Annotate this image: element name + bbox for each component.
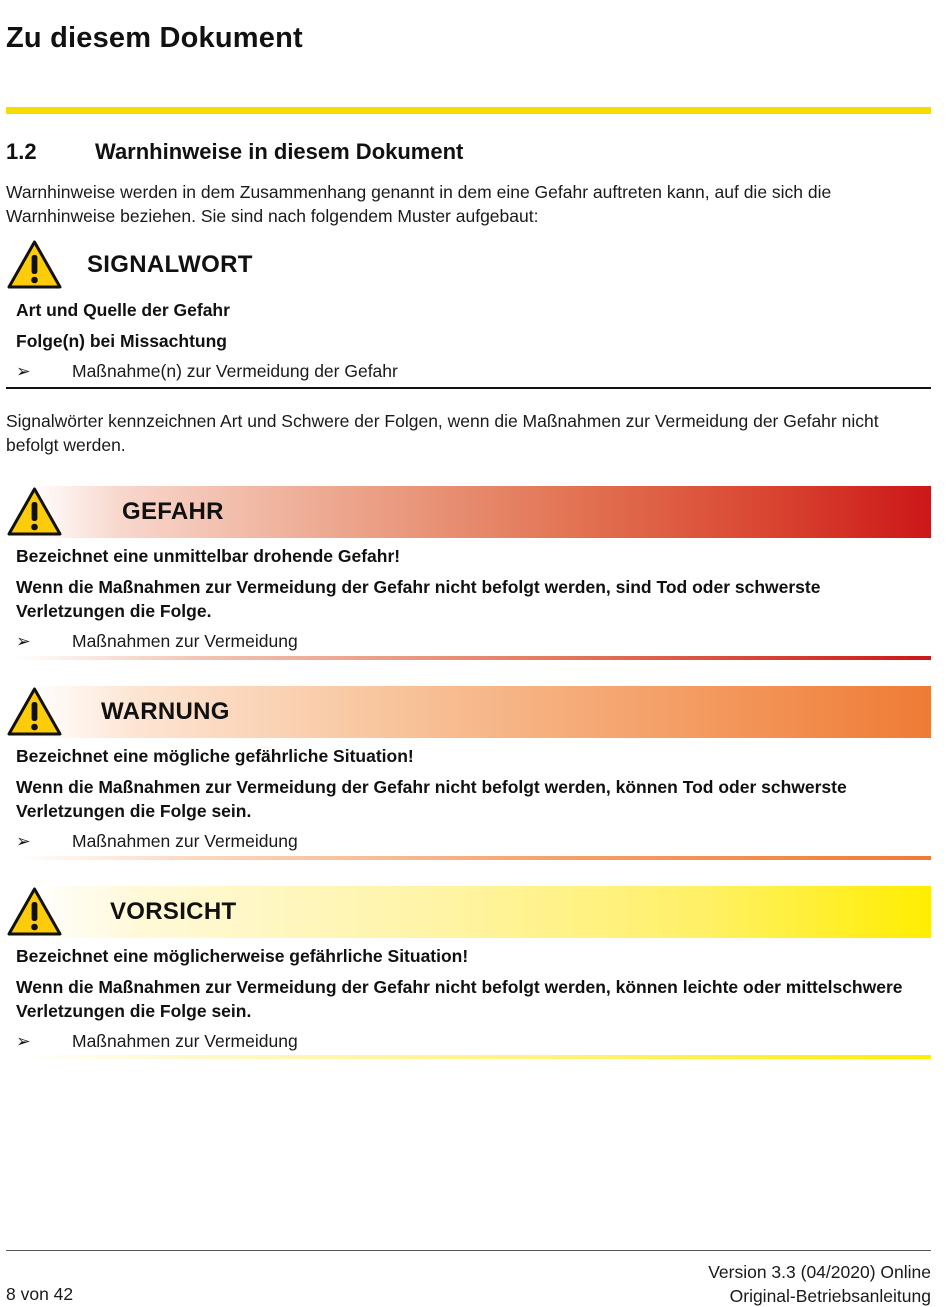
footer-rule xyxy=(6,1250,931,1251)
warnung-label: WARNUNG xyxy=(101,698,230,725)
arrow-bullet-icon: ➢ xyxy=(16,631,31,651)
gefahr-measure xyxy=(16,629,298,653)
warning-triangle-icon xyxy=(6,486,63,537)
warning-triangle-icon xyxy=(6,239,63,290)
arrow-bullet-icon: ➢ xyxy=(16,1031,31,1051)
vorsicht-measure-text: Maßnahmen zur Vermeidung xyxy=(72,1031,298,1051)
template-divider xyxy=(6,387,931,389)
signal-intro-paragraph: Signalwörter kennzeichnen Art und Schwere der Folgen, wenn die Maßnahmen zur Vermeidung der Gefahr nicht befolgt werden. xyxy=(6,411,879,455)
vorsicht-consequence: Wenn die Maßnahmen zur Vermeidung der Gefahr nicht befolgt werden, können leichte oder mittelschwere Verletzungen die Folge sein. xyxy=(16,977,903,1021)
warning-triangle-icon xyxy=(6,686,63,737)
danger-type-line: Art und Quelle der Gefahr xyxy=(16,300,230,320)
warnung-description: Bezeichnet eine mögliche gefährliche Situation! xyxy=(16,746,414,766)
signalwort-label: SIGNALWORT xyxy=(87,251,253,278)
vorsicht-label: VORSICHT xyxy=(110,898,237,925)
title-rule xyxy=(6,107,931,114)
vorsicht-description: Bezeichnet eine möglicherweise gefährliche Situation! xyxy=(16,946,469,966)
section-heading xyxy=(6,139,463,165)
section-title: Warnhinweise in diesem Dokument xyxy=(95,139,464,164)
footer-version-block xyxy=(708,1260,931,1307)
warnung-consequence: Wenn die Maßnahmen zur Vermeidung der Gefahr nicht befolgt werden, können Tod oder schwerste Verletzungen die Folge sein. xyxy=(16,777,847,821)
gefahr-underline xyxy=(16,656,931,660)
consequence-line: Folge(n) bei Missachtung xyxy=(16,331,227,351)
arrow-bullet-icon: ➢ xyxy=(16,361,31,381)
gefahr-consequence: Wenn die Maßnahmen zur Vermeidung der Gefahr nicht befolgt werden, sind Tod oder schwerste Verletzungen die Folge. xyxy=(16,577,821,621)
footer-doc-type: Original-Betriebsanleitung xyxy=(729,1286,931,1306)
intro-paragraph: Warnhinweise werden in dem Zusammenhang genannt in dem eine Gefahr auftreten kann, auf die sich die Warnhinweise beziehen. Sie sind nach folgendem Muster aufgebaut: xyxy=(6,182,832,226)
vorsicht-underline xyxy=(16,1055,931,1059)
measure-text: Maßnahme(n) zur Vermeidung der Gefahr xyxy=(72,361,398,381)
warnung-measure xyxy=(16,829,298,853)
page-number: 8 von 42 xyxy=(6,1284,74,1304)
warnung-measure-text: Maßnahmen zur Vermeidung xyxy=(72,831,298,851)
section-number: 1.2 xyxy=(6,139,37,164)
gefahr-measure-text: Maßnahmen zur Vermeidung xyxy=(72,631,298,651)
page-title: Zu diesem Dokument xyxy=(6,22,303,54)
arrow-bullet-icon: ➢ xyxy=(16,831,31,851)
footer-version: Version 3.3 (04/2020) Online xyxy=(708,1262,931,1282)
vorsicht-measure xyxy=(16,1029,298,1053)
warning-triangle-icon xyxy=(6,886,63,937)
warnung-underline xyxy=(16,856,931,860)
gefahr-label: GEFAHR xyxy=(122,498,224,525)
gefahr-description: Bezeichnet eine unmittelbar drohende Gefahr! xyxy=(16,546,401,566)
measure-item xyxy=(16,359,398,383)
